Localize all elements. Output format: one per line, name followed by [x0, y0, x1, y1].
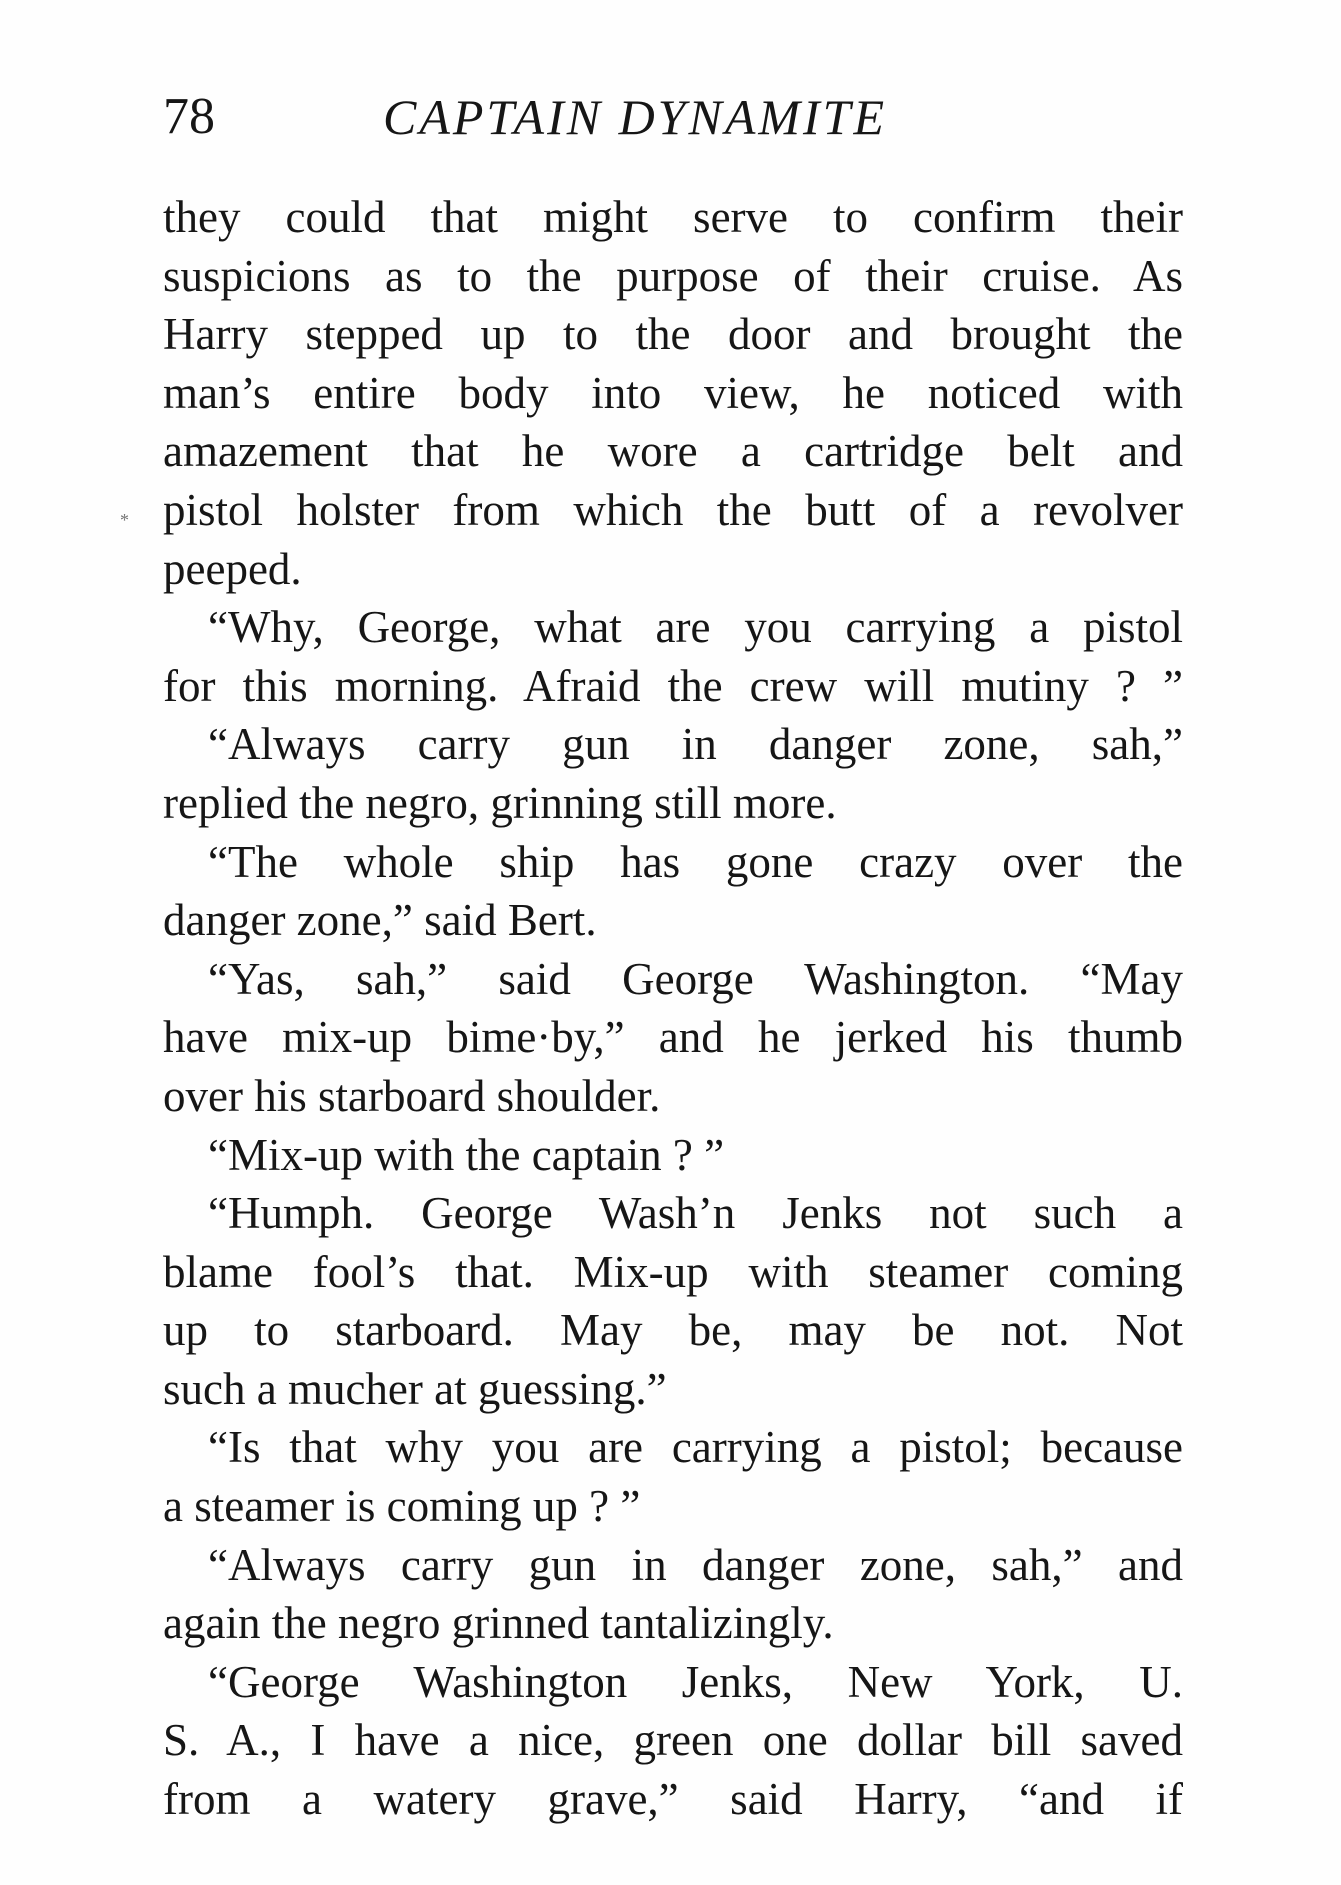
text-line: peeped. — [163, 543, 302, 594]
text-line: have mix-up bime·by,” and he jerked his thumb — [163, 1012, 1183, 1063]
text-line: blame fool’s that. Mix-up with steamer coming — [163, 1246, 1183, 1297]
text-line: “Humph. George Wash’n Jenks not such a — [208, 1188, 1183, 1239]
text-line: man’s entire body into view, he noticed with — [163, 367, 1183, 418]
margin-mark: * — [120, 510, 129, 530]
text-line: a steamer is coming up ? ” — [163, 1481, 641, 1532]
text-line: danger zone,” said Bert. — [163, 895, 597, 946]
text-line: “George Washington Jenks, New York, U. — [208, 1656, 1183, 1707]
text-line: “Is that why you are carrying a pistol; because — [208, 1422, 1183, 1473]
page-header — [163, 82, 1183, 152]
text-line: “Always carry gun in danger zone, sah,” — [208, 719, 1183, 770]
text-line: over his starboard shoulder. — [163, 1070, 661, 1121]
text-line: “Why, George, what are you carrying a pistol — [208, 602, 1183, 653]
text-line: Harry stepped up to the door and brought the — [163, 309, 1183, 360]
text-line: replied the negro, grinning still more. — [163, 777, 837, 828]
text-line: “The whole ship has gone crazy over the — [208, 836, 1183, 887]
text-line: for this morning. Afraid the crew will mutiny ? ” — [163, 660, 1183, 711]
running-title: CAPTAIN DYNAMITE — [383, 89, 888, 145]
text-line: up to starboard. May be, may be not. Not — [163, 1305, 1183, 1356]
text-line: “Yas, sah,” said George Washington. “May — [208, 953, 1183, 1004]
page-number: 78 — [163, 88, 215, 145]
text-line: again the negro grinned tantalizingly. — [163, 1598, 834, 1649]
text-line: pistol holster from which the butt of a revolver — [163, 484, 1183, 535]
text-line: “Always carry gun in danger zone, sah,” and — [208, 1539, 1183, 1590]
body-text — [163, 188, 1183, 1829]
text-line: amazement that he wore a cartridge belt and — [163, 426, 1183, 477]
text-line: S. A., I have a nice, green one dollar bill saved — [163, 1715, 1183, 1766]
text-line: such a mucher at guessing.” — [163, 1363, 667, 1414]
text-line: from a watery grave,” said Harry, “and if — [163, 1774, 1183, 1825]
text-line: “Mix-up with the captain ? ” — [208, 1129, 725, 1180]
text-line: they could that might serve to confirm their — [163, 192, 1183, 242]
text-line: suspicions as to the purpose of their cruise. As — [163, 250, 1183, 301]
